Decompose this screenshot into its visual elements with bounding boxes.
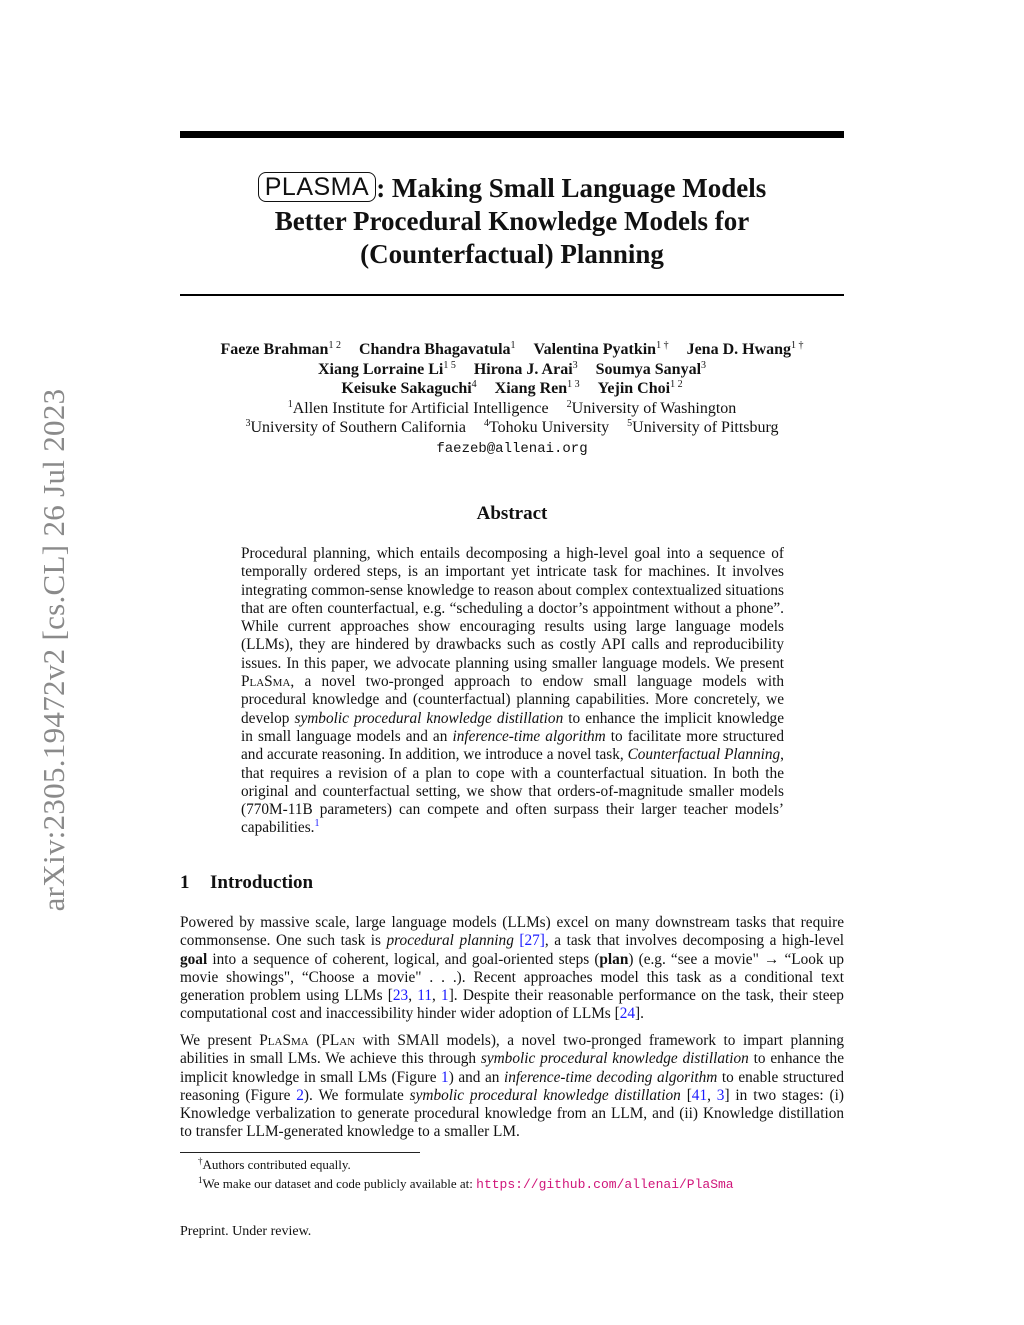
affiliation: University of Southern California — [250, 419, 466, 436]
bold-term: goal — [180, 950, 208, 968]
text: ]. — [634, 1005, 644, 1023]
github-link[interactable]: https://github.com/allenai/PlaSma — [476, 1177, 734, 1192]
emphasis: symbolic procedural knowledge distillation — [480, 1050, 749, 1068]
citation-link[interactable]: 3 — [716, 1086, 725, 1104]
text: ) (e.g. “see a movie" → “Look up movie showings", “Choose a movie" . . .). Recent approaches model this task as a conditional text generation problem using LLMs [ — [180, 950, 844, 1005]
aff-num: 4 — [483, 418, 489, 429]
author-name: Valentina Pyatkin — [533, 341, 657, 358]
citation-link[interactable]: 41 — [691, 1086, 708, 1104]
text: into a sequence of coherent, logical, and goal-oriented steps ( — [207, 950, 600, 968]
footnote-link[interactable]: 1 — [314, 818, 320, 830]
aff-num: 2 — [566, 398, 572, 410]
affiliation-line-2 — [180, 418, 844, 438]
footnote-text: We make our dataset and code publicly available at: — [202, 1176, 477, 1191]
small-caps: PLan — [321, 1032, 356, 1049]
author-name: Keisuke Sakaguchi — [341, 380, 472, 397]
plasma-logo: PLASMA — [258, 172, 376, 202]
author-name: Xiang Lorraine Li — [317, 360, 444, 378]
title-line-1 — [180, 172, 844, 205]
emphasis: procedural planning — [386, 932, 514, 950]
text: ] in two stages: (i) Knowledge verbalization to generate procedural knowledge from an LLM, and (ii) Knowledge distillation to transfer LLM-generated knowledge to a smaller LM. — [180, 1086, 844, 1141]
author-block — [180, 340, 844, 459]
author-aff: 1 † — [791, 340, 804, 351]
citation-link[interactable]: 23 — [392, 987, 409, 1005]
footnote-2 — [198, 1176, 734, 1192]
figure-link[interactable]: 1 — [441, 1068, 449, 1086]
aff-num: 5 — [627, 418, 633, 429]
citation-link[interactable]: [27] — [519, 932, 545, 950]
title-line-3: (Counterfactual) Planning — [360, 239, 664, 269]
text: We present — [180, 1032, 260, 1049]
small-caps: SMA — [397, 1032, 431, 1049]
aff-num: 1 — [287, 398, 293, 410]
citation-link[interactable]: 11 — [417, 987, 432, 1005]
aff-num: 3 — [245, 418, 251, 429]
text: ]. Despite their reasonable performance on the task, their steep computational cost and inaccessibility hinder wider adoption of LLMs [ — [180, 987, 844, 1023]
page-footer: Preprint. Under review. — [180, 1224, 312, 1239]
author-aff: 4 — [471, 379, 477, 390]
affiliation-line-1 — [180, 399, 844, 419]
affiliation: University of Pittsburg — [632, 419, 779, 436]
abstract-text: , that requires a revision of a plan to cope with a counterfactual situation. In both the original and counterfactual setting, we show that orders-of-magnitude smaller models (770M-11B parameters) can compete and often surpass their larger teacher models’ capabilities. — [241, 746, 784, 837]
author-name: Soumya Sanyal — [595, 360, 702, 378]
author-aff: 3 — [572, 359, 578, 371]
author-name: Jena D. Hwang — [686, 341, 792, 358]
abstract-text: to enhance the implicit knowledge in small language models and an — [241, 709, 784, 745]
citation-link[interactable]: 24 — [619, 1005, 635, 1023]
text: , — [408, 987, 418, 1005]
citation-link[interactable]: 1 — [441, 987, 449, 1005]
title-top-rule — [180, 131, 844, 138]
figure-link[interactable]: 2 — [296, 1086, 304, 1104]
abstract-text: Procedural planning, which entails decomposing a high-level goal into a sequence of temporally ordered steps, is an important yet intricate task for machines. It involves integrating common-sense knowledge to reason about complex contextualized situations that are often counterfactual, e.g. “scheduling a doctor’s appointment without a phone”. While current approaches show encouraging results using large language models (LLMs), they are hindered by drawbacks such as costly API calls and reproducibility issues. In this paper, we advocate planning using smaller language models. We present — [241, 545, 784, 672]
section-title: Introduction — [210, 872, 314, 893]
text: , — [431, 987, 442, 1005]
author-name: Xiang Ren — [494, 380, 568, 397]
author-aff: 1 2 — [328, 340, 341, 351]
author-name: Faeze Brahman — [220, 341, 329, 358]
author-line-2 — [180, 360, 844, 380]
affiliation: Allen Institute for Artificial Intelligence — [292, 399, 549, 417]
plasma-name: PlaSma — [241, 673, 291, 691]
author-aff: 3 — [701, 359, 707, 371]
intro-paragraph-2 — [180, 1032, 844, 1142]
footnote-rule — [180, 1152, 420, 1153]
emphasis: inference-time decoding algorithm — [504, 1068, 718, 1086]
author-aff: 1 † — [656, 340, 669, 351]
author-name: Yejin Choi — [597, 380, 671, 397]
emphasis: symbolic procedural knowledge distillation — [409, 1086, 681, 1104]
abstract-emphasis: inference-time algorithm — [452, 727, 606, 745]
author-name: Hirona J. Arai — [473, 360, 573, 378]
text: Powered by massive scale, large language models (LLMs) excel on many downstream tasks that require commonsense. One such task is — [180, 914, 844, 950]
author-aff: 1 3 — [567, 379, 580, 390]
footnote-mark: 1 — [198, 1175, 203, 1185]
paper-title — [180, 172, 844, 271]
text: ). We formulate — [303, 1086, 410, 1104]
arxiv-id: arXiv:2305.19472v2 [cs.CL] 26 Jul 2023 — [36, 388, 71, 912]
text: to enable structured reasoning (Figure — [180, 1068, 844, 1104]
author-line-1 — [180, 340, 844, 360]
abstract-emphasis: Counterfactual Planning — [627, 746, 781, 764]
author-aff: 1 2 — [670, 379, 683, 390]
plasma-name: PlaSma — [259, 1032, 309, 1049]
text: ll models), a novel two-pronged framework to impart planning abilities in small LMs. We achieve this through — [180, 1032, 845, 1068]
title-bottom-rule — [180, 294, 844, 296]
title-line-2: Better Procedural Knowledge Models for — [274, 206, 750, 236]
email-line — [180, 438, 844, 460]
section-heading-introduction — [180, 872, 313, 894]
intro-paragraph-1 — [180, 914, 844, 1024]
text: ( — [308, 1032, 322, 1049]
bold-term: plan — [599, 950, 629, 968]
author-name: Chandra Bhagavatula — [358, 341, 511, 358]
text: with — [355, 1032, 398, 1049]
footnote-1 — [198, 1157, 351, 1173]
title-text-1: : Making Small Language Models — [376, 173, 767, 203]
abstract-heading: Abstract — [476, 503, 548, 524]
affiliation: University of Washington — [571, 399, 737, 417]
abstract-text: to facilitate more structured and accurate reasoning. In addition, we introduce a novel task, — [241, 727, 784, 764]
affiliation: Tohoku University — [488, 419, 610, 436]
text: , — [707, 1086, 717, 1104]
abstract-emphasis: symbolic procedural knowledge distillation — [294, 709, 564, 727]
text: ) and an — [448, 1068, 505, 1086]
text: , a task that involves decomposing a high-level — [544, 932, 845, 950]
footnote-text: Authors contributed equally. — [202, 1157, 351, 1172]
abstract-body — [241, 545, 784, 838]
author-aff: 1 5 — [443, 359, 456, 371]
author-aff: 1 — [510, 340, 516, 351]
section-number: 1 — [180, 872, 190, 893]
author-email[interactable]: faezeb@allenai.org — [436, 440, 588, 457]
author-line-3 — [180, 379, 844, 399]
text: [ — [680, 1086, 692, 1104]
footnote-mark: † — [198, 1156, 203, 1166]
abstract-text: , a novel two-pronged approach to endow small language models with procedural knowledge and (counterfactual) planning capabilities. More concretely, we develop — [241, 673, 784, 727]
text: to enhance the implicit knowledge in small LMs (Figure — [180, 1050, 844, 1086]
